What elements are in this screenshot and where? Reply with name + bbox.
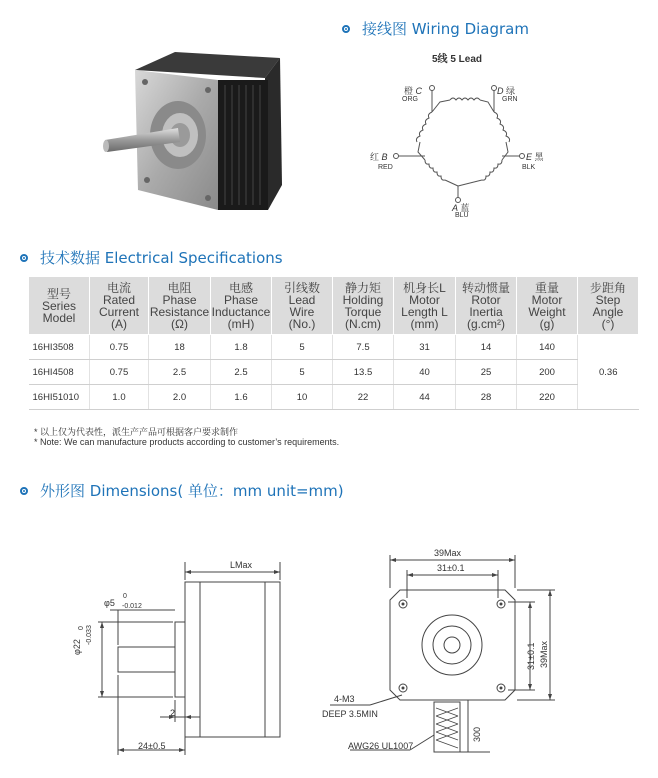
col-header-inertia: 转动惯量 Rotor Inertia (g.cm²) xyxy=(456,277,517,335)
node-a-color: BLU xyxy=(455,212,469,219)
dim-shaft-tol-bot: -0.012 xyxy=(122,603,142,610)
cell: 140 xyxy=(517,335,578,360)
cell: 14 xyxy=(456,335,517,360)
wiring-lead-title: 5线 5 Lead xyxy=(432,54,483,65)
cell: 5 xyxy=(272,360,333,385)
col-header-torque: 静力矩 Holding Torque (N.cm) xyxy=(333,277,394,335)
dim-hole-span-v: 31±0.1 xyxy=(526,642,536,670)
dim-width-max: 39Max xyxy=(434,548,462,558)
col-header-inductance: 电感 Phase Inductance (mH) xyxy=(211,277,272,335)
specs-section-title: 技术数据 Electrical Specifications xyxy=(20,247,283,268)
cell: 2.5 xyxy=(149,360,211,385)
dim-shaft-tol-top: 0 xyxy=(123,593,127,600)
cell: 25 xyxy=(456,360,517,385)
table-row xyxy=(29,335,639,360)
front-view-drawing xyxy=(330,540,590,770)
cell: 2.5 xyxy=(211,360,272,385)
node-d-color: GRN xyxy=(502,96,518,103)
node-e-label: E 黑 xyxy=(526,152,544,162)
dim-cable: AWG26 UL1007 xyxy=(348,741,414,751)
dim-boss-len: 2 xyxy=(170,708,176,718)
bullet-icon xyxy=(20,487,28,495)
dim-boss-tol-bot: -0.033 xyxy=(86,625,93,645)
cell: 220 xyxy=(517,385,578,410)
cell: 13.5 xyxy=(333,360,394,385)
table-row xyxy=(29,360,639,385)
cell: 40 xyxy=(394,360,456,385)
cell: 0.75 xyxy=(90,335,149,360)
cell: 1.8 xyxy=(211,335,272,360)
step-angle-cell: 0.36 xyxy=(578,335,639,410)
cell: 16HI4508 xyxy=(29,360,90,385)
motor-photo xyxy=(100,40,290,215)
cell: 1.6 xyxy=(211,385,272,410)
dim-lmax: LMax xyxy=(230,560,253,570)
cell: 28 xyxy=(456,385,517,410)
cell: 16HI51010 xyxy=(29,385,90,410)
dim-shaft-dia: φ5 xyxy=(104,598,115,608)
dim-hole-span: 31±0.1 xyxy=(437,563,465,573)
cell: 31 xyxy=(394,335,456,360)
cell: 200 xyxy=(517,360,578,385)
wiring-section-title: 接线图 Wiring Diagram xyxy=(342,18,529,39)
node-c-color: ORG xyxy=(402,96,418,103)
node-b-label: 红 B xyxy=(370,152,388,162)
cell: 44 xyxy=(394,385,456,410)
cell: 5 xyxy=(272,335,333,360)
cell: 7.5 xyxy=(333,335,394,360)
node-e-color: BLK xyxy=(522,164,536,171)
table-row xyxy=(29,385,639,410)
col-header-lead-wire: 引线数 Lead Wire (No.) xyxy=(272,277,333,335)
col-header-weight: 重量 Motor Weight (g) xyxy=(517,277,578,335)
bullet-icon xyxy=(20,254,28,262)
col-header-length: 机身长L Motor Length L (mm) xyxy=(394,277,456,335)
node-c-label: 橙 C xyxy=(404,86,423,96)
col-header-step-angle: 步距角 Step Angle (°) xyxy=(578,277,639,335)
node-a-label: A 蓝 xyxy=(452,203,470,213)
dim-boss-tol-top: 0 xyxy=(78,626,85,630)
note-cn: * 以上仅为代表性，派生产产品可根据客户要求制作 xyxy=(34,427,239,437)
cell: 16HI3508 xyxy=(29,335,90,360)
node-b-color: RED xyxy=(378,164,393,171)
note-en: * Note: We can manufacture products according to customer’s requirements. xyxy=(34,437,340,447)
cell: 18 xyxy=(149,335,211,360)
col-header-current: 电流 Rated Current (A) xyxy=(90,277,149,335)
cell: 0.75 xyxy=(90,360,149,385)
cell: 10 xyxy=(272,385,333,410)
col-header-model: 型号 Series Model xyxy=(29,277,90,335)
specs-table xyxy=(28,276,639,410)
dimensions-section-title: 外形图 Dimensions( 单位：mm unit=mm) xyxy=(20,480,344,501)
dim-boss-dia: φ22 xyxy=(72,639,82,655)
cell: 1.0 xyxy=(90,385,149,410)
col-header-resistance: 电阻 Phase Resistance (Ω) xyxy=(149,277,211,335)
cell: 22 xyxy=(333,385,394,410)
dim-shaft-len: 24±0.5 xyxy=(138,741,166,751)
side-view-drawing xyxy=(60,550,330,770)
cell: 2.0 xyxy=(149,385,211,410)
node-d-label: D 绿 xyxy=(497,86,516,96)
dim-depth: DEEP 3.5MIN xyxy=(322,709,378,719)
dim-height-max: 39Max xyxy=(539,640,549,668)
bullet-icon xyxy=(342,25,350,33)
dim-lead-len: 300 xyxy=(472,726,482,742)
dim-holes: 4-M3 xyxy=(334,694,355,704)
